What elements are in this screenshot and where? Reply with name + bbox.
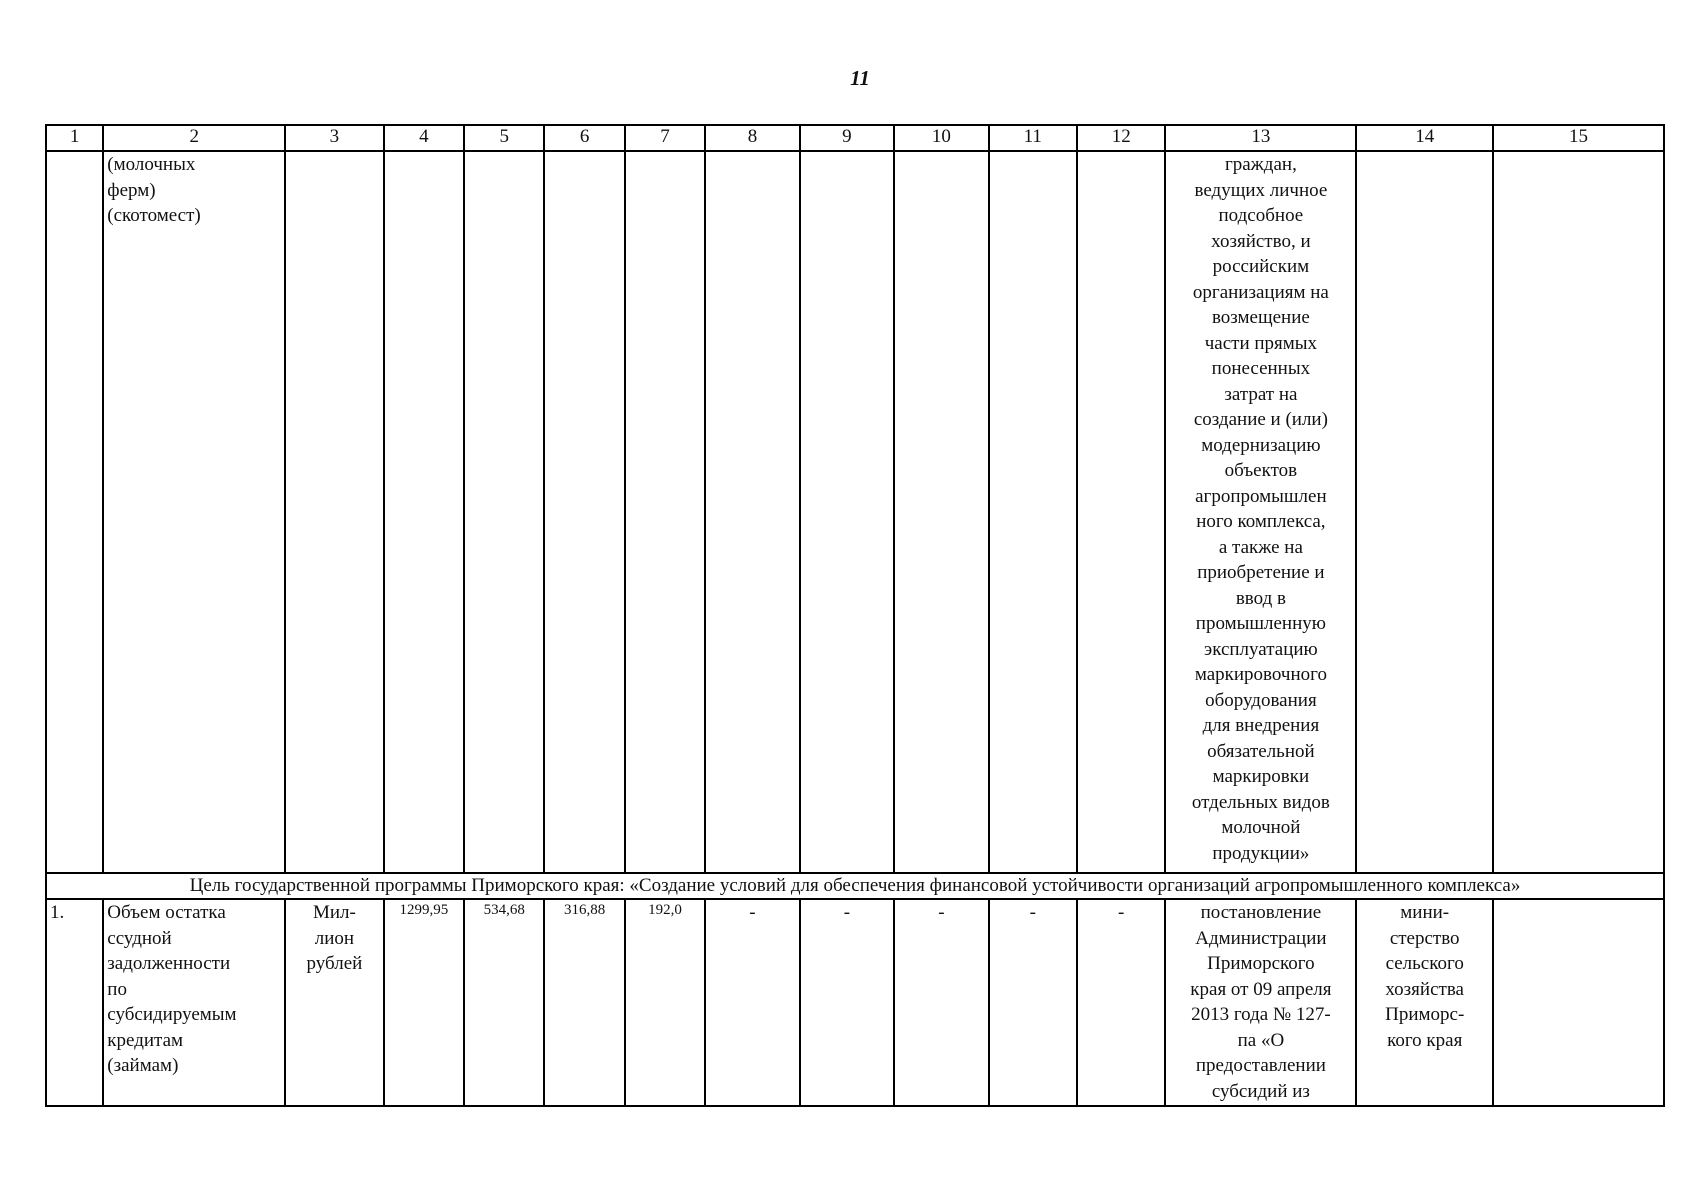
page-number: 11 xyxy=(850,66,870,90)
column-number-header: 7 xyxy=(625,125,705,151)
table-cell xyxy=(625,151,705,873)
column-number-header: 15 xyxy=(1493,125,1664,151)
table-cell xyxy=(705,151,799,873)
table-cell xyxy=(1493,151,1664,873)
column-number-header: 11 xyxy=(989,125,1077,151)
empty-value-dash: - xyxy=(705,899,799,1106)
column-number-header: 12 xyxy=(1077,125,1165,151)
continuation-row xyxy=(46,151,1664,873)
table-cell xyxy=(464,151,544,873)
source-document: постановление Администрации Приморского края от 09 апреля 2013 года № 127- па «О предоставлении субсидий из xyxy=(1165,899,1356,1106)
table-cell xyxy=(1077,151,1165,873)
value-cell: 1299,95 xyxy=(384,899,464,1106)
column-number-header: 2 xyxy=(103,125,285,151)
empty-value-dash: - xyxy=(1077,899,1165,1106)
table-cell xyxy=(989,151,1077,873)
column-number-header: 4 xyxy=(384,125,464,151)
responsible-executor: мини- стерство сельского хозяйства Приморс- кого края xyxy=(1356,899,1493,1106)
column-number-header: 1 xyxy=(46,125,103,151)
column-number-header: 3 xyxy=(285,125,383,151)
column-number-header: 14 xyxy=(1356,125,1493,151)
column-number-header: 10 xyxy=(894,125,988,151)
column-number-header: 5 xyxy=(464,125,544,151)
indicator-name: Объем остатка ссудной задолженности по субсидируемым кредитам (займам) xyxy=(103,899,285,1106)
column-number-header: 8 xyxy=(705,125,799,151)
table-cell xyxy=(544,151,624,873)
source-document-continued: граждан, ведущих личное подсобное хозяйство, и российским организациям на возмещение части прямых понесенных затрат на создание и (или) модернизацию объектов агропромышлен ного комплекса, а также на приобретение и ввод в промышленную эксплуатацию маркировочного оборудования для внедрения обязательной маркировки отдельных видов молочной продукции» xyxy=(1165,151,1356,873)
program-goal-row xyxy=(46,873,1664,899)
table-cell xyxy=(285,151,383,873)
empty-value-dash: - xyxy=(800,899,894,1106)
table-cell xyxy=(1493,899,1664,1106)
table-cell xyxy=(384,151,464,873)
value-cell: 192,0 xyxy=(625,899,705,1106)
table-cell xyxy=(1356,151,1493,873)
column-number-header: 6 xyxy=(544,125,624,151)
column-number-header: 13 xyxy=(1165,125,1356,151)
table-cell xyxy=(800,151,894,873)
value-cell: 534,68 xyxy=(464,899,544,1106)
column-number-header-row xyxy=(46,125,1664,151)
empty-value-dash: - xyxy=(989,899,1077,1106)
column-number-header: 9 xyxy=(800,125,894,151)
table-cell xyxy=(46,151,103,873)
table-cell xyxy=(894,151,988,873)
value-cell: 316,88 xyxy=(544,899,624,1106)
indicators-table xyxy=(45,124,1665,1107)
unit-of-measure: Мил- лион рублей xyxy=(285,899,383,1106)
program-goal-text: Цель государственной программы Приморского края: «Создание условий для обеспечения финансовой устойчивости организаций агропромышленного комплекса» xyxy=(46,873,1664,899)
indicator-row xyxy=(46,899,1664,1106)
row-index: 1. xyxy=(46,899,103,1106)
indicator-name-continued: (молочных ферм) (скотомест) xyxy=(103,151,285,873)
empty-value-dash: - xyxy=(894,899,988,1106)
